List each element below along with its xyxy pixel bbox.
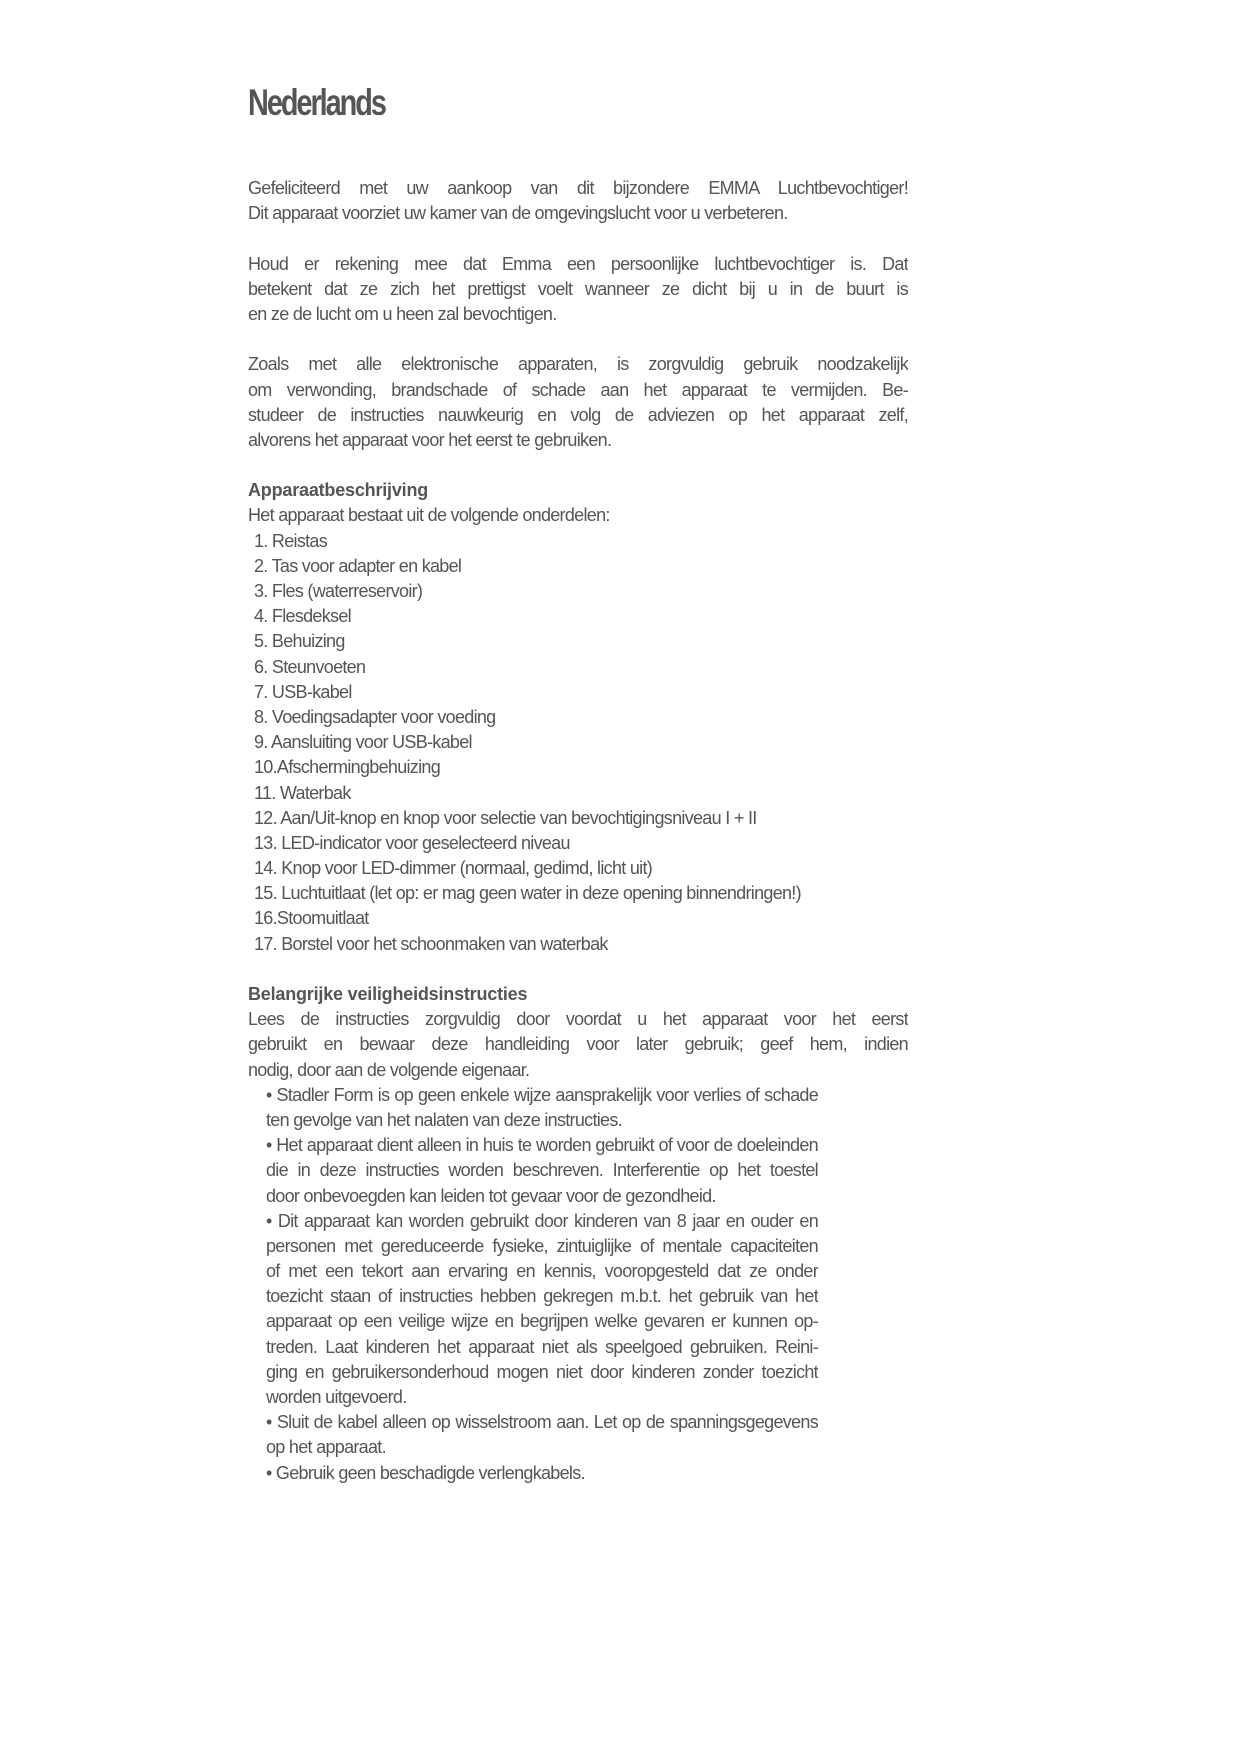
list-item: 2. Tas voor adapter en kabel xyxy=(254,555,462,576)
intro-paragraph xyxy=(248,176,908,226)
text-line: toezicht staan of instructies hebben gekregen m.b.t. het gebruik van het xyxy=(266,1286,818,1307)
list-item: 5. Behuizing xyxy=(254,631,345,652)
text-line: of met een tekort aan ervaring en kennis, vooropgesteld dat ze onder xyxy=(266,1261,818,1282)
text-line: • Gebruik geen beschadigde verlengkabels. xyxy=(266,1462,585,1483)
text-line: alvorens het apparaat voor het eerst te gebruiken. xyxy=(248,429,612,450)
text-line: apparaat op een veilige wijze en begrijpen welke gevaren er kunnen op- xyxy=(266,1311,818,1332)
intro-paragraph xyxy=(248,352,908,453)
list-item: 8. Voedingsadapter voor voeding xyxy=(254,706,496,727)
list-item: 15. Luchtuitlaat (let op: er mag geen water in deze opening binnendringen!) xyxy=(254,883,801,904)
spacer xyxy=(248,957,908,982)
intro-paragraph xyxy=(248,252,908,328)
list-item: 14. Knop voor LED-dimmer (normaal, gedimd, licht uit) xyxy=(254,858,653,879)
text-line: Dit apparaat voorziet uw kamer van de omgevingslucht voor u verbeteren. xyxy=(248,203,788,224)
list-item: 4. Flesdeksel xyxy=(254,606,351,627)
list-item: 17. Borstel voor het schoonmaken van waterbak xyxy=(254,933,608,954)
text-line: door onbevoegden kan leiden tot gevaar voor de gezondheid. xyxy=(266,1185,716,1206)
safety-bullet xyxy=(248,1133,818,1209)
text-line: betekent dat ze zich het prettigst voelt wanneer ze dicht bij u in de buurt is xyxy=(248,278,908,299)
spacer xyxy=(248,453,908,478)
page-title: Nederlands xyxy=(248,82,385,123)
text-line: Zoals met alle elektronische apparaten, is zorgvuldig gebruik noodzakelijk xyxy=(248,354,908,375)
text-line: • Dit apparaat kan worden gebruikt door kinderen van 8 jaar en ouder en xyxy=(266,1210,818,1231)
text-line: worden uitgevoerd. xyxy=(266,1387,407,1407)
list-item: 7. USB-kabel xyxy=(254,681,352,702)
text-line: nodig, door aan de volgende eigenaar. xyxy=(248,1059,530,1080)
list-item: 6. Steunvoeten xyxy=(254,656,366,677)
text-line: • Stadler Form is op geen enkele wijze aansprakelijk voor verlies of schade xyxy=(266,1084,818,1105)
text-line: ten gevolge van het nalaten van deze instructies. xyxy=(266,1109,622,1130)
list-item: 12. Aan/Uit-knop en knop voor selectie van bevochtigingsniveau I + II xyxy=(254,807,757,828)
text-line: Lees de instructies zorgvuldig door voordat u het apparaat voor het eerst xyxy=(248,1009,908,1030)
safety-bullet xyxy=(248,1209,818,1411)
list-item: 16.Stoomuitlaat xyxy=(254,908,369,929)
text-line: studeer de instructies nauwkeurig en volg de adviezen op het apparaat zelf, xyxy=(248,404,908,425)
text-line: op het apparaat. xyxy=(266,1437,386,1458)
list-item: 13. LED-indicator voor geselecteerd niveau xyxy=(254,832,570,853)
list-item: 3. Fles (waterreservoir) xyxy=(254,581,423,601)
parts-list xyxy=(248,529,908,957)
section-heading-description: Apparaatbeschrijving xyxy=(248,480,429,501)
list-item: 1. Reistas xyxy=(254,530,328,551)
safety-lead xyxy=(248,1007,908,1083)
spacer xyxy=(248,226,908,251)
text-line: Gefeliciteerd met uw aankoop van dit bijzondere EMMA Luchtbevochtiger! xyxy=(248,178,908,198)
spacer xyxy=(248,327,908,352)
text-line: die in deze instructies worden beschreven. Interferentie op het toestel xyxy=(266,1160,818,1181)
list-item: 10.Afschermingbehuizing xyxy=(254,757,441,778)
text-line: Houd er rekening mee dat Emma een persoonlijke luchtbevochtiger is. Dat xyxy=(248,253,908,274)
text-line: gebruikt en bewaar deze handleiding voor later gebruik; geef hem, indien xyxy=(248,1034,908,1055)
text-line: ging en gebruikersonderhoud mogen niet door kinderen zonder toezicht xyxy=(266,1361,818,1382)
text-line: • Sluit de kabel alleen op wisselstroom aan. Let op de spanningsgegevens xyxy=(266,1412,818,1433)
section-heading-safety: Belangrijke veiligheidsinstructies xyxy=(248,984,528,1004)
list-item: 11. Waterbak xyxy=(254,782,351,803)
description-lead: Het apparaat bestaat uit de volgende onderdelen: xyxy=(248,505,610,526)
text-line: • Het apparaat dient alleen in huis te worden gebruikt of voor de doeleinden xyxy=(266,1135,818,1156)
safety-bullet xyxy=(248,1083,818,1133)
list-item: 9. Aansluiting voor USB-kabel xyxy=(254,732,472,753)
safety-bullet xyxy=(248,1410,818,1460)
safety-bullet xyxy=(248,1461,818,1486)
text-line: personen met gereduceerde fysieke, zintuiglijke of mentale capaciteiten xyxy=(266,1235,818,1256)
text-line: om verwonding, brandschade of schade aan het apparaat te vermijden. Be- xyxy=(248,379,908,400)
text-line: en ze de lucht om u heen zal bevochtigen. xyxy=(248,303,557,324)
text-line: treden. Laat kinderen het apparaat niet als speelgoed gebruiken. Reini- xyxy=(266,1336,818,1357)
document-body xyxy=(248,176,908,1486)
